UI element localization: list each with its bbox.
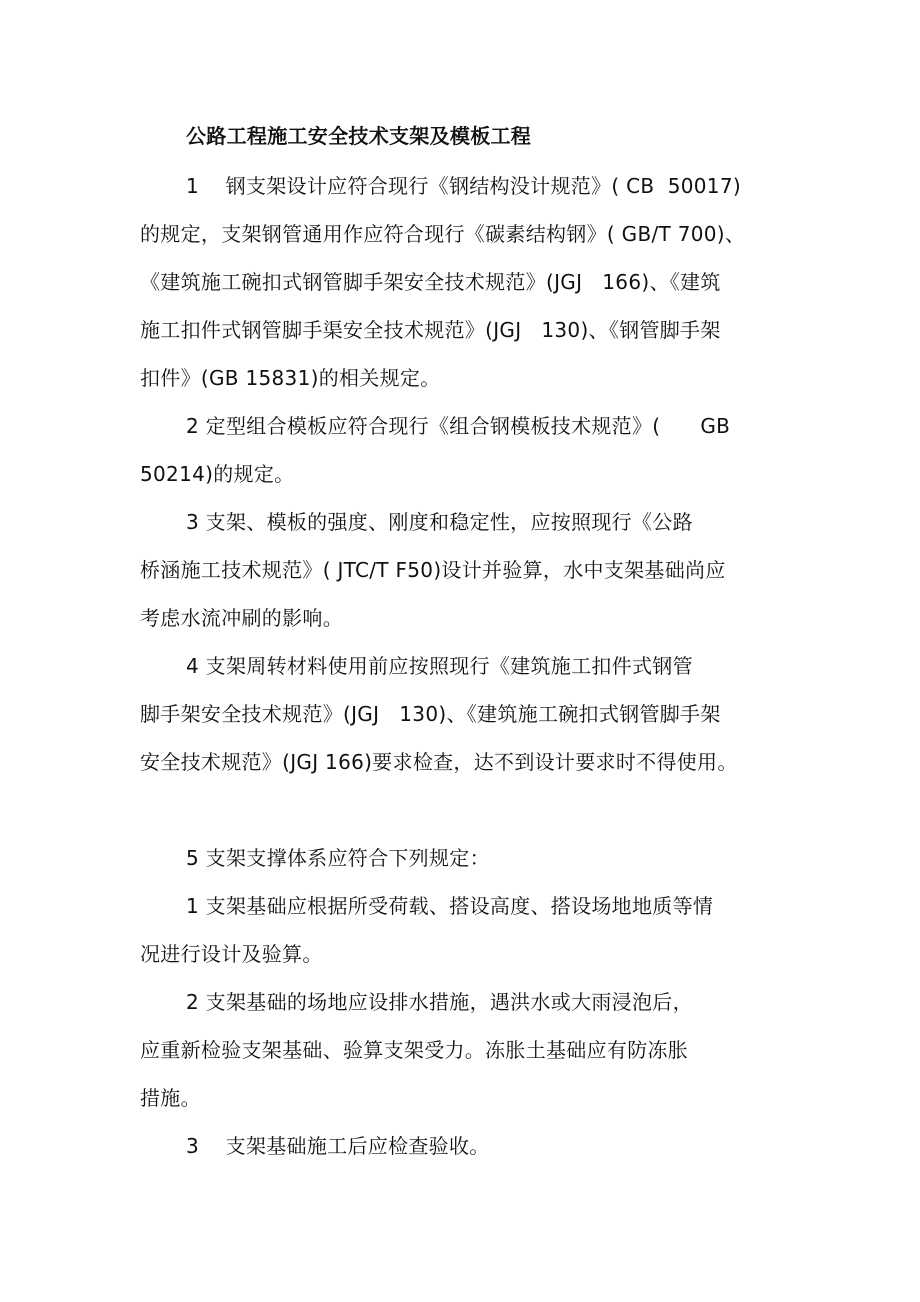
text-line: 考虑水流冲刷的影响。 [140,606,343,630]
text-line: 1 钢支架设计应符合现行《钢结构没计规范》( CB 50017) [186,174,741,198]
text-line: 桥涵施工技术规范》( JTC/T F50)设计并验算，水中支架基础尚应 [140,558,726,582]
text-line: 况进行设计及验算。 [140,942,323,966]
text-line: 扣件》(GB 15831)的相关规定。 [140,366,441,390]
text-line: 的规定，支架钢管通用作应符合现行《碳素结构钢》( GB/T 700)、 [140,222,746,246]
text-line: 1 支架基础应根据所受荷载、搭设高度、搭设场地地质等情 [186,894,714,918]
text-line: 50214)的规定。 [140,462,295,486]
document-title: 公路工程施工安全技术支架及模板工程 [186,124,532,148]
text-line: 3 支架、模板的强度、刚度和稳定性，应按照现行《公路 [186,510,693,534]
text-line: 脚手架安全技术规范》(JGJ 130)、《建筑施工碗扣式钢管脚手架 [140,702,721,726]
text-line: 2 定型组合模板应符合现行《组合钢模板技术规范》( GB [186,414,731,438]
text-line: 3 支架基础施工后应检查验收。 [186,1134,490,1158]
text-line: 措施。 [140,1086,201,1110]
text-line: 2 支架基础的场地应设排水措施，遇洪水或大雨浸泡后， [186,990,693,1014]
text-line: 5 支架支撑体系应符合下列规定： [186,846,490,870]
text-line: 应重新检验支架基础、验算支架受力。冻胀土基础应有防冻胀 [140,1038,689,1062]
text-line: 《建筑施工碗扣式钢管脚手架安全技术规范》(JGJ 166)、《建筑 [140,270,721,294]
text-line: 施工扣件式钢管脚手渠安全技术规范》(JGJ 130)、《钢管脚手架 [140,318,721,342]
text-line: 4 支架周转材料使用前应按照现行《建筑施工扣件式钢管 [186,654,693,678]
text-line: 安全技术规范》(JGJ 166)要求检查，达不到设计要求时不得使用。 [140,750,738,774]
